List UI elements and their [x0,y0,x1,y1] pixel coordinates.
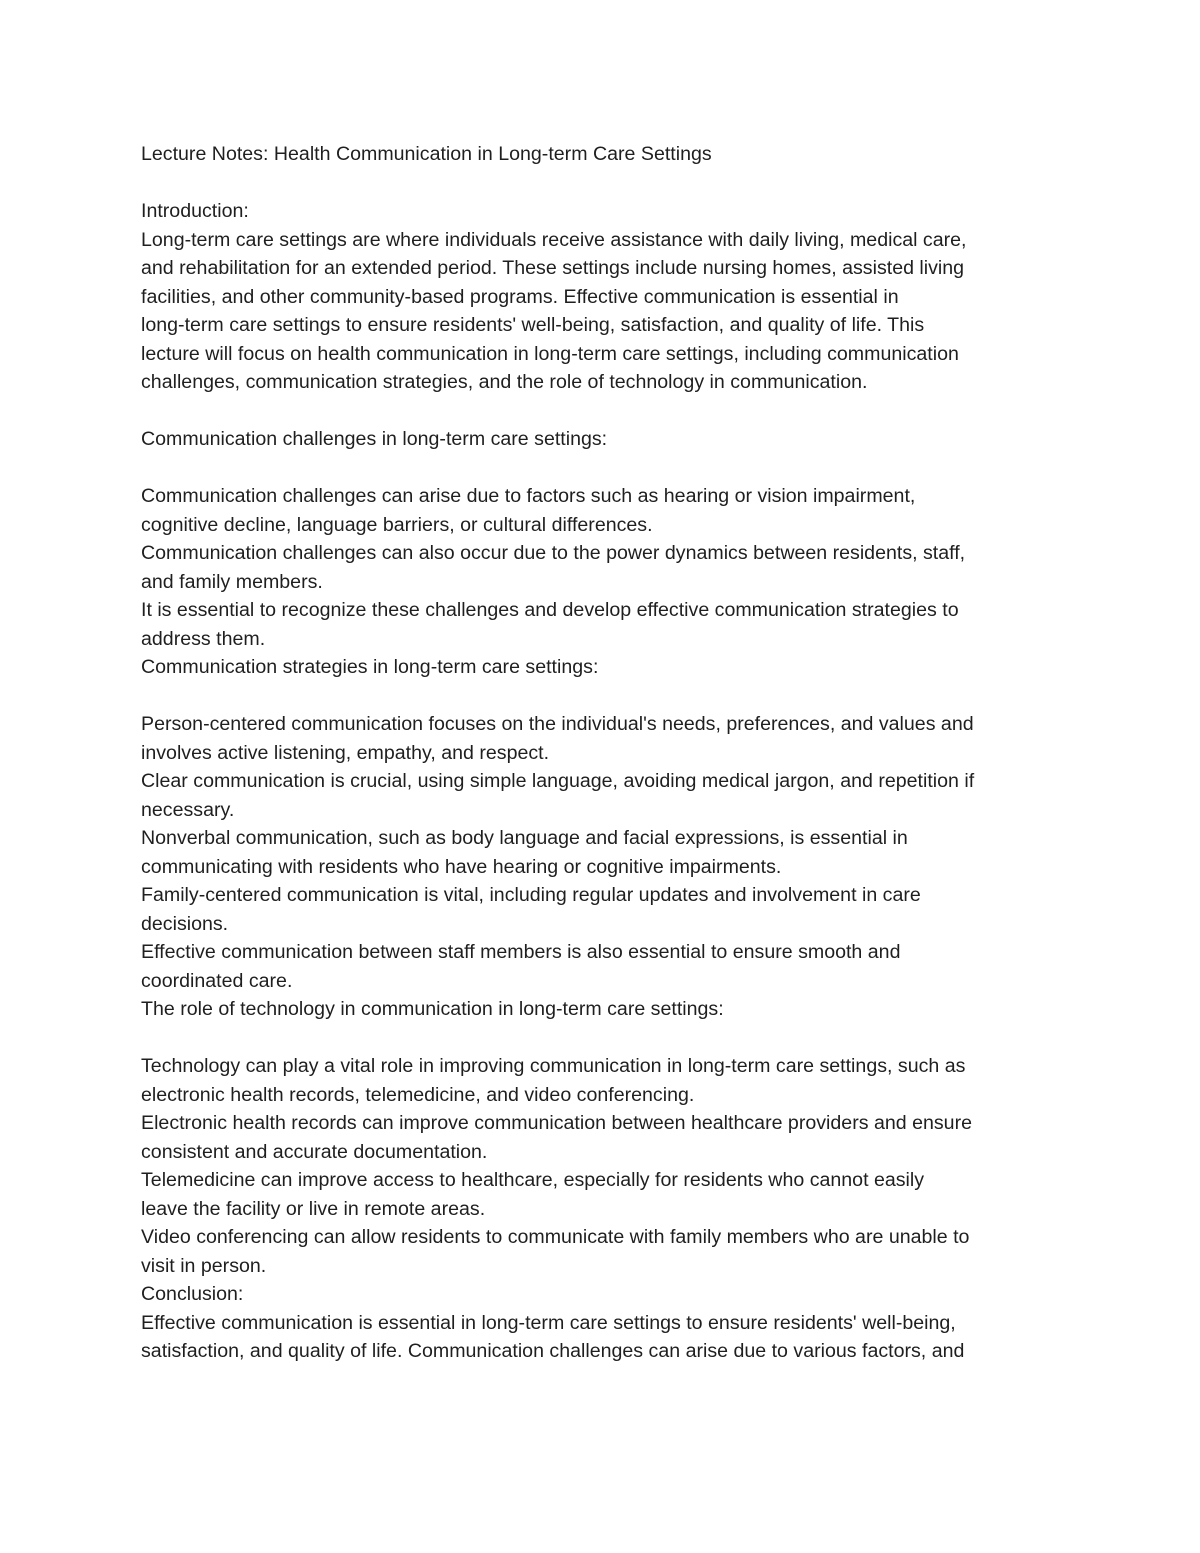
conclusion-heading: Conclusion: [141,1283,244,1305]
strategies-line: Nonverbal communication, such as body language and facial expressions, is essential in [141,827,908,849]
intro-line: challenges, communication strategies, and the role of technology in communication. [141,371,868,393]
strategies-line: communicating with residents who have hearing or cognitive impairments. [141,855,782,878]
challenges-line: address them. [141,627,266,650]
document-title: Lecture Notes: Health Communication in Long-term Care Settings [141,143,712,165]
intro-line: Long-term care settings are where individuals receive assistance with daily living, medical care, [141,228,967,251]
challenges-line: Communication challenges can arise due to factors such as hearing or vision impairment, [141,485,916,507]
strategies-line: Person-centered communication focuses on the individual's needs, preferences, and values and [141,713,974,735]
intro-heading: Introduction: [141,200,249,222]
intro-line: facilities, and other community-based programs. Effective communication is essential in [141,285,899,308]
spacer [141,682,1071,711]
conclusion-line: satisfaction, and quality of life. Communication challenges can arise due to various factors, and [141,1340,965,1362]
strategies-line: involves active listening, empathy, and respect. [141,741,550,764]
challenges-line: and family members. [141,570,323,593]
strategies-line: Clear communication is crucial, using simple language, avoiding medical jargon, and repetition if [141,770,975,792]
strategies-line: Effective communication between staff members is also essential to ensure smooth and [141,941,901,963]
technology-line: Telemedicine can improve access to healthcare, especially for residents who cannot easily [141,1169,925,1191]
intro-line: and rehabilitation for an extended period. These settings include nursing homes, assisted living [141,257,965,279]
challenges-heading: Communication challenges in long-term care settings: [141,428,608,450]
technology-line: consistent and accurate documentation. [141,1140,488,1163]
technology-line: leave the facility or live in remote areas. [141,1197,486,1220]
strategies-heading: Communication strategies in long-term care settings: [141,656,599,678]
strategies-line: decisions. [141,912,229,935]
technology-line: Electronic health records can improve communication between healthcare providers and ensure [141,1112,973,1134]
document-body [141,140,1071,1366]
strategies-line: necessary. [141,798,235,821]
technology-line: electronic health records, telemedicine, and video conferencing. [141,1083,695,1106]
spacer [141,397,1071,426]
spacer [141,169,1071,198]
technology-line: Video conferencing can allow residents to communicate with family members who are unable to [141,1226,970,1248]
technology-line: visit in person. [141,1254,267,1277]
challenges-line: cognitive decline, language barriers, or cultural differences. [141,513,653,536]
intro-line: long-term care settings to ensure residents' well-being, satisfaction, and quality of life. This [141,314,925,336]
spacer [141,454,1071,483]
spacer [141,1024,1071,1053]
challenges-line: Communication challenges can also occur due to the power dynamics between residents, staff, [141,542,966,564]
intro-line: lecture will focus on health communication in long-term care settings, including communication [141,342,959,365]
conclusion-line: Effective communication is essential in long-term care settings to ensure residents' well-being, [141,1311,956,1334]
challenges-line: It is essential to recognize these challenges and develop effective communication strategies to [141,599,959,621]
strategies-line: coordinated care. [141,969,293,992]
strategies-line: Family-centered communication is vital, including regular updates and involvement in care [141,884,921,906]
technology-line: Technology can play a vital role in improving communication in long-term care settings, such as [141,1055,966,1077]
technology-heading: The role of technology in communication in long-term care settings: [141,998,724,1020]
